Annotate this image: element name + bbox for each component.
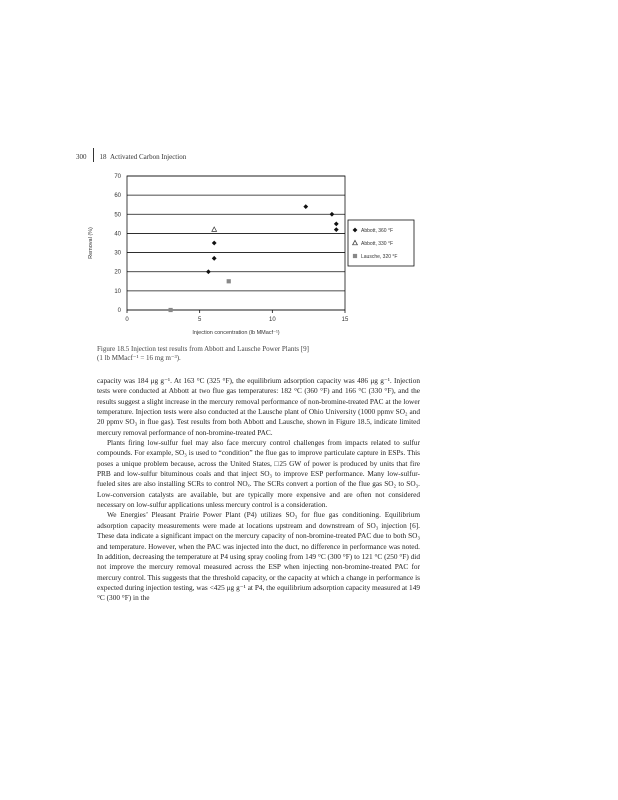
paragraph: We Energies’ Pleasant Prairie Power Plant (P4) utilizes SO₃ for flue gas conditioning. Equilibrium adsorption capacity measurements were made at locations upstream and downstream of SO₃ injection [6]. These data indicate a significant impact on the mercury capacity of non-bromine-treated PAC due to both SO₃ and temperature. However, when the PAC was injected into the duct, no difference in performance was noted. In addition, decreasing the temperature at P4 using spray cooling from 149 °C (300 °F) to 121 °C (250 °F) did not improve the mercury removal measured across the ESP when injecting non-bromine-treated PAC for mercury control. This suggests that the threshold capacity, or the capacity at which a change in performance is expected during injection testing, was <425 μg g⁻¹ at P4, the equilibrium adsorption capacity measured at 149 °C (300 °F) in the	[97, 510, 420, 603]
y-tick-label: 20	[114, 269, 121, 276]
y-tick-label: 0	[117, 308, 121, 314]
y-tick-label: 10	[114, 288, 121, 295]
data-point	[212, 227, 217, 231]
x-tick-label: 10	[268, 317, 276, 323]
y-axis-label: Removal (%)	[88, 227, 94, 259]
plot-frame	[127, 176, 345, 310]
paragraph: Plants firing low-sulfur fuel may also face mercury control challenges from impacts related to sulfur compounds. For example, SO₃ is used to “condition” the flue gas to improve particulate capture in ESPs. This poses a unique problem because, across the United States, □25 GW of power is produced by units that fire PRB and low-sulfur bituminous coals and that inject SO₃ to improve ESP performance. Many low-sulfur-fueled sites are also installing SCRs to control NOₓ. The SCRs convert a portion of the flue gas SO₂ to SO₃. Low-conversion catalysts are available, but are typically more expensive and are often not considered necessary on low-sulfur applications unless mercury control is a consideration.	[97, 438, 420, 510]
caption-line-2: (1 lb MMacf⁻¹ = 16 mg m⁻³).	[97, 354, 181, 362]
body-text	[97, 376, 420, 604]
data-point	[330, 212, 335, 217]
y-tick-label: 60	[114, 193, 121, 200]
injection-test-chart	[80, 170, 440, 342]
legend-label: Lausche, 320 °F	[361, 254, 398, 260]
chapter-title: Activated Carbon Injection	[110, 153, 187, 161]
chapter-number: 18	[99, 153, 107, 161]
y-tick-label: 40	[114, 231, 121, 238]
data-point	[212, 256, 217, 261]
legend-marker	[353, 254, 357, 258]
running-header	[76, 150, 186, 164]
y-tick-label: 70	[114, 174, 121, 180]
data-point	[334, 221, 339, 226]
data-point	[206, 269, 211, 274]
data-point	[169, 308, 173, 312]
x-tick-label: 5	[197, 317, 202, 323]
header-divider	[93, 148, 94, 162]
page-number: 300	[76, 153, 87, 161]
x-tick-label: 15	[341, 317, 349, 323]
y-tick-label: 50	[114, 212, 121, 219]
data-point	[212, 241, 217, 246]
legend-label: Abbott, 360 °F	[361, 228, 394, 234]
x-tick-label: 0	[125, 317, 129, 323]
paragraph: capacity was 184 μg g⁻¹. At 163 °C (325 °F), the equilibrium adsorption capacity was 486 μg g⁻¹. Injection tests were conducted at Abbott at two flue gas temperatures: 182 °C (360 °F) and 166 °C (330 °F), and the results suggest a slight increase in the mercury removal performance of non-bromine-treated PAC at the lower temperature. Injection tests were also conducted at the Lausche plant of Ohio University (1000 ppmv SO₂ and 20 ppmv SO₃ in flue gas). Test results from both Abbott and Lausche, shown in Figure 18.5, indicate limited mercury removal performance of non-bromine-treated PAC.	[97, 376, 420, 437]
data-point	[303, 204, 308, 209]
data-point	[227, 279, 231, 283]
figure-caption	[97, 345, 427, 363]
legend-label: Abbott, 330 °F	[361, 241, 394, 247]
data-point	[334, 227, 339, 232]
caption-line-1: Figure 18.5 Injection test results from Abbott and Lausche Power Plants [9]	[97, 345, 309, 353]
y-tick-label: 30	[114, 250, 121, 257]
x-axis-label: Injection concentration (lb MMacf⁻¹)	[192, 330, 280, 336]
